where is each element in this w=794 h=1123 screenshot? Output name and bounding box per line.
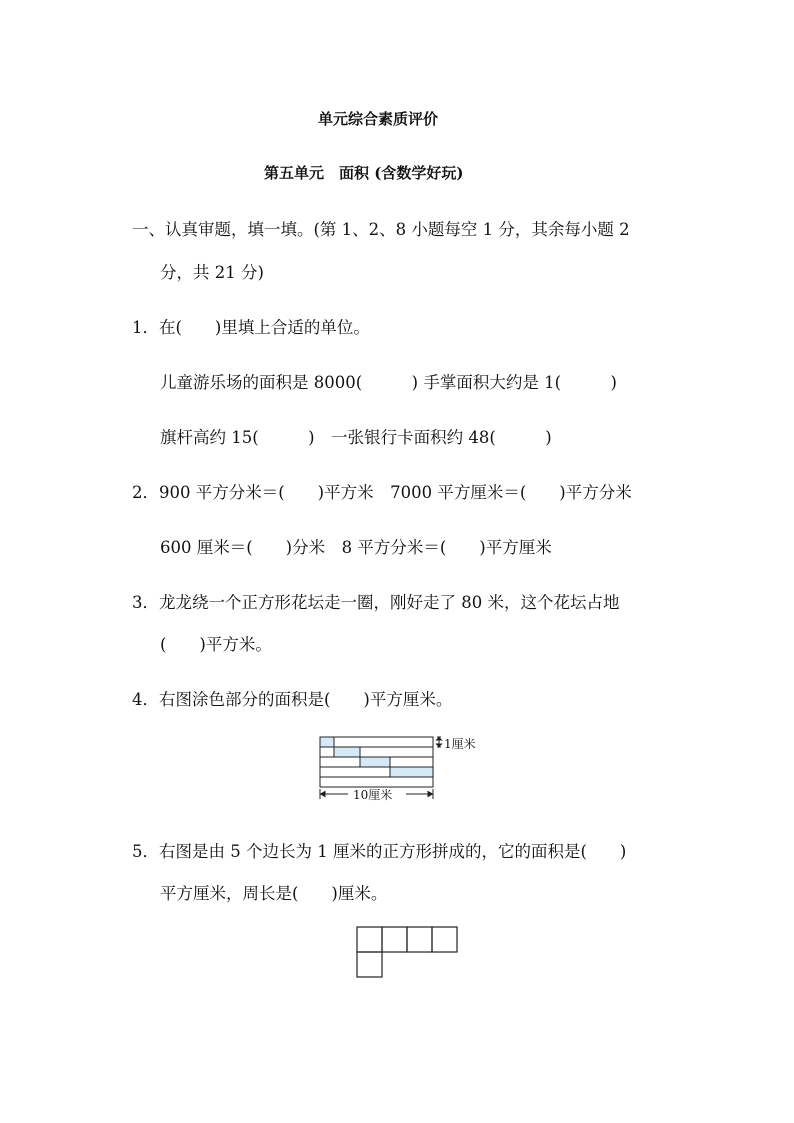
- square-3: [407, 927, 432, 952]
- unit-subtitle: 第五单元 面积 (含数学好玩): [264, 164, 464, 182]
- shaded-cell-row3: [360, 757, 390, 767]
- square-5: [357, 952, 382, 977]
- width-label: 10厘米: [353, 788, 393, 802]
- section-heading-line2: 分，共 21 分): [160, 263, 264, 282]
- q5-squares-figure: [355, 925, 459, 979]
- height-label: 1厘米: [444, 737, 476, 751]
- q1-line1: 儿童游乐场的面积是 8000( ) 手掌面积大约是 1( ): [160, 373, 617, 392]
- page-title: 单元综合素质评价: [318, 110, 439, 128]
- shaded-cell-row4: [390, 767, 434, 777]
- q5-line1: 5．右图是由 5 个边长为 1 厘米的正方形拼成的，它的面积是( ): [132, 842, 627, 861]
- square-1: [357, 927, 382, 952]
- square-2: [382, 927, 407, 952]
- square-4: [432, 927, 457, 952]
- shaded-cell-row1: [320, 737, 334, 747]
- q3-line2: ( )平方米。: [160, 635, 272, 654]
- q1-stem: 1．在( )里填上合适的单位。: [132, 318, 370, 337]
- height-dimension-marker: [437, 737, 442, 747]
- q4-stem: 4．右图涂色部分的面积是( )平方厘米。: [132, 690, 453, 709]
- q4-shaded-rectangle-figure: [316, 733, 496, 805]
- q2-line1: 2．900 平方分米＝( )平方米 7000 平方厘米＝( )平方分米: [132, 483, 632, 502]
- shaded-cell-row2: [334, 747, 360, 757]
- q3-line1: 3．龙龙绕一个正方形花坛走一圈，刚好走了 80 米，这个花坛占地: [132, 593, 620, 612]
- q2-line2: 600 厘米＝( )分米 8 平方分米＝( )平方厘米: [160, 538, 552, 557]
- section-heading-line1: 一、认真审题，填一填。(第 1、2、8 小题每空 1 分，其余每小题 2: [132, 220, 630, 239]
- q5-line2: 平方厘米，周长是( )厘米。: [160, 884, 388, 903]
- q1-line2: 旗杆高约 15( ) 一张银行卡面积约 48( ): [160, 428, 552, 447]
